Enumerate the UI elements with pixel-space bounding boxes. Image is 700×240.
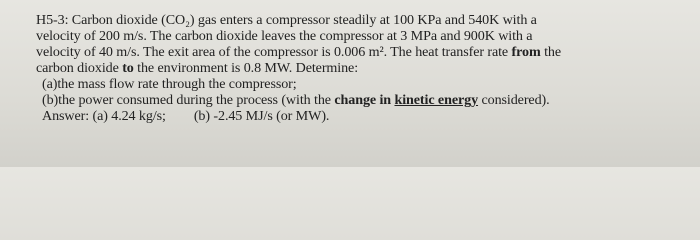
line-4-bold-to: to <box>122 60 134 76</box>
problem-line-4 <box>36 60 686 76</box>
line-4-start: carbon dioxide <box>36 60 119 76</box>
problem-line-1: H5-3: Carbon dioxide (CO₂) gas enters a compressor steadily at 100 KPa and 540K with a <box>36 12 537 28</box>
answer-line <box>36 108 686 124</box>
part-b-end: considered). <box>481 92 550 108</box>
answer-b: (b) -2.45 MJ/s (or MW). <box>193 108 330 124</box>
line-3-bold-from: from <box>511 44 541 60</box>
line-4-end: the environment is 0.8 MW. Determine: <box>137 60 359 76</box>
answer-a: Answer: (a) 4.24 kg/s; <box>42 108 166 124</box>
problem-line-2: velocity of 200 m/s. The carbon dioxide leaves the compressor at 3 MPa and 900K with a <box>36 28 533 44</box>
part-b-bold-change: change in <box>334 92 392 108</box>
part-b-start: (b)the power consumed during the process (with the <box>42 92 331 108</box>
line-3-text: velocity of 40 m/s. The exit area of the compressor is 0.006 m². The heat transfer rate <box>36 44 509 60</box>
line-3-end: the <box>544 44 561 60</box>
part-b-kinetic-energy: kinetic energy <box>394 92 479 108</box>
part-a-question: (a)the mass flow rate through the compressor; <box>42 76 297 92</box>
problem-text <box>36 12 686 124</box>
part-b-question <box>36 92 686 108</box>
problem-line-3 <box>36 44 686 60</box>
